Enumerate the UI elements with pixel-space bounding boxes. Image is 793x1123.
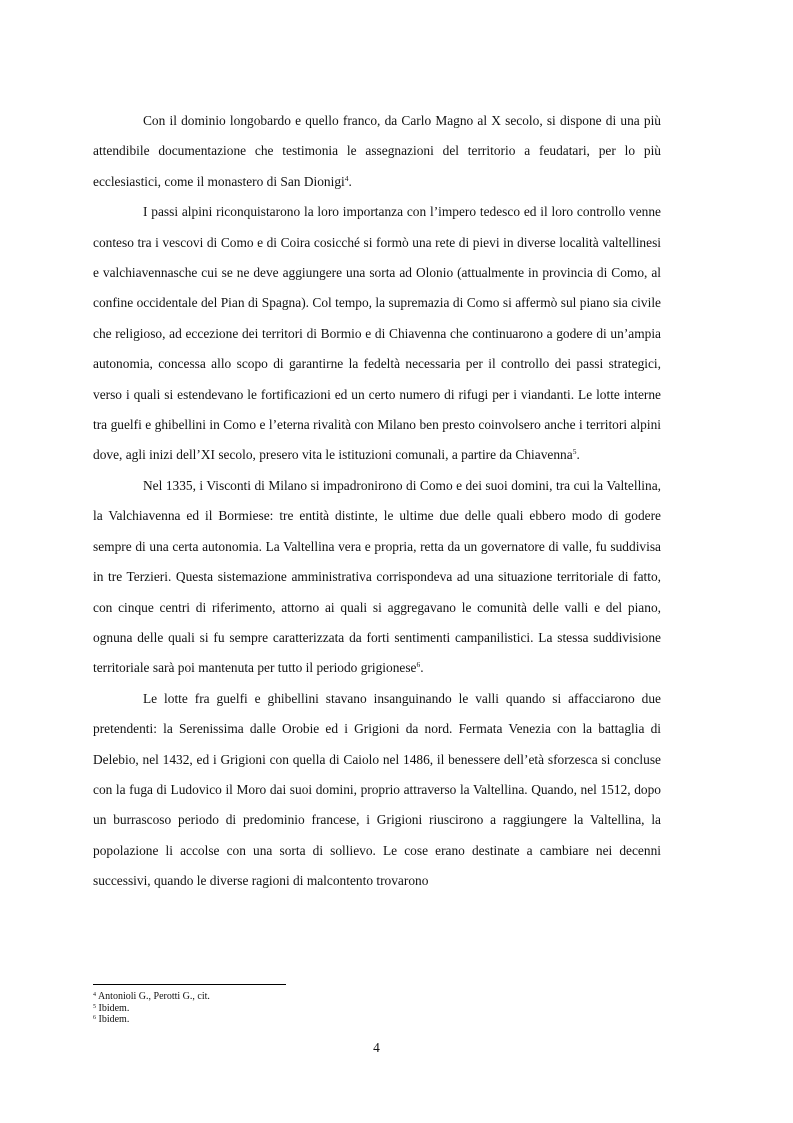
footnote-text: Ibidem.: [98, 1002, 130, 1014]
paragraph-tail: .: [348, 173, 352, 189]
paragraph-text: I passi alpini riconquistarono la loro importanza con l’impero tedesco ed il loro controllo venne conteso tra i vescovi di Como e di Coira cosicché si formò una rete di pievi in diverse località valtellinesi e valchiavennasche cui se ne deve aggiungere una sorta ad Olonio (attualmente in provincia di Como, al confine occidentale del Pian di Spagna). Col tempo, la supremazia di Como si affermò sul piano sia civile che religioso, ad eccezione dei territori di Bormio e di Chiavenna che continuarono a godere di un’ampia autonomia, concessa allo scopo di garantirne la fedeltà necessaria per il controllo dei passi strategici, verso i quali si estendevano le fortificazioni ed un certo numero di rifugi per i viandanti. Le lotte interne tra guelfi e ghibellini in Como e l’eterna rivalità con Milano ben presto coinvolsero anche i territori alpini dove, agli inizi dell’XI secolo, presero vita le istituzioni comunali, a partire da Chiavenna: [93, 204, 661, 463]
paragraph-tail: .: [420, 660, 424, 676]
paragraph-text: Con il dominio longobardo e quello franco, da Carlo Magno al X secolo, si dispone di una più attendibile documentazione che testimonia le assegnazioni del territorio a feudatari, per lo più ecclesiastici, come il monastero di San Dionigi: [93, 113, 661, 189]
paragraph-2: [93, 197, 661, 471]
footnote-text: Antonioli G., Perotti G., cit.: [97, 991, 210, 1002]
footnote-text: Ibidem.: [98, 1014, 130, 1025]
footnote-6: [93, 1014, 661, 1026]
footnote-ref-4[interactable]: 4: [344, 173, 349, 183]
footnotes: [93, 991, 661, 1026]
page-number: 4: [373, 1040, 380, 1055]
footnote-number: 6: [93, 1015, 96, 1021]
paragraph-4: [93, 684, 661, 897]
paragraph-tail: .: [576, 447, 580, 463]
footnote-5: [93, 1003, 661, 1015]
document-body: [93, 106, 661, 897]
footnote-number: 4: [93, 992, 96, 998]
footnote-ref-6[interactable]: 6: [416, 660, 421, 670]
footnote-ref-5[interactable]: 5: [572, 447, 577, 457]
paragraph-text: Nel 1335, i Visconti di Milano si impadronirono di Como e dei suoi domini, tra cui la Valtellina, la Valchiavenna ed il Bormiese: tre entità distinte, le ultime due delle quali ebbero modo di godere sempre di una certa autonomia. La Valtellina vera e propria, retta da un governatore di valle, fu suddivisa in tre Terzieri. Questa sistemazione amministrativa corrispondeva ad una situazione territoriale di fatto, con cinque centri di riferimento, attorno ai quali si aggregavano le comunità delle valli e del piano, ognuna delle quali si fu sempre caratterizzata da forti sentimenti campanilistici. La stessa suddivisione territoriale sarà poi mantenuta per tutto il periodo grigionese: [93, 477, 661, 676]
footnote-4: [93, 991, 661, 1003]
paragraph-3: [93, 471, 661, 684]
paragraph-text: Le lotte fra guelfi e ghibellini stavano insanguinando le valli quando si affacciarono due pretendenti: la Serenissima dalle Orobie ed i Grigioni da nord. Fermata Venezia con la battaglia di Delebio, nel 1432, ed i Grigioni con quella di Caiolo nel 1486, il benessere dell’età sforzesca si concluse con la fuga di Ludovico il Moro dai suoi domini, proprio attraverso la Valtellina. Quando, nel 1512, dopo un burrascoso periodo di predominio francese, i Grigioni riuscirono a raggiungere la Valtellina, la popolazione li accolse con una sorta di sollievo. Le cose erano destinate a cambiare nei decenni successivi, quando le diverse ragioni di malcontento trovarono: [93, 690, 661, 889]
footnote-divider: [93, 984, 286, 985]
footnote-number: 5: [93, 1003, 96, 1010]
paragraph-1: [93, 106, 661, 197]
